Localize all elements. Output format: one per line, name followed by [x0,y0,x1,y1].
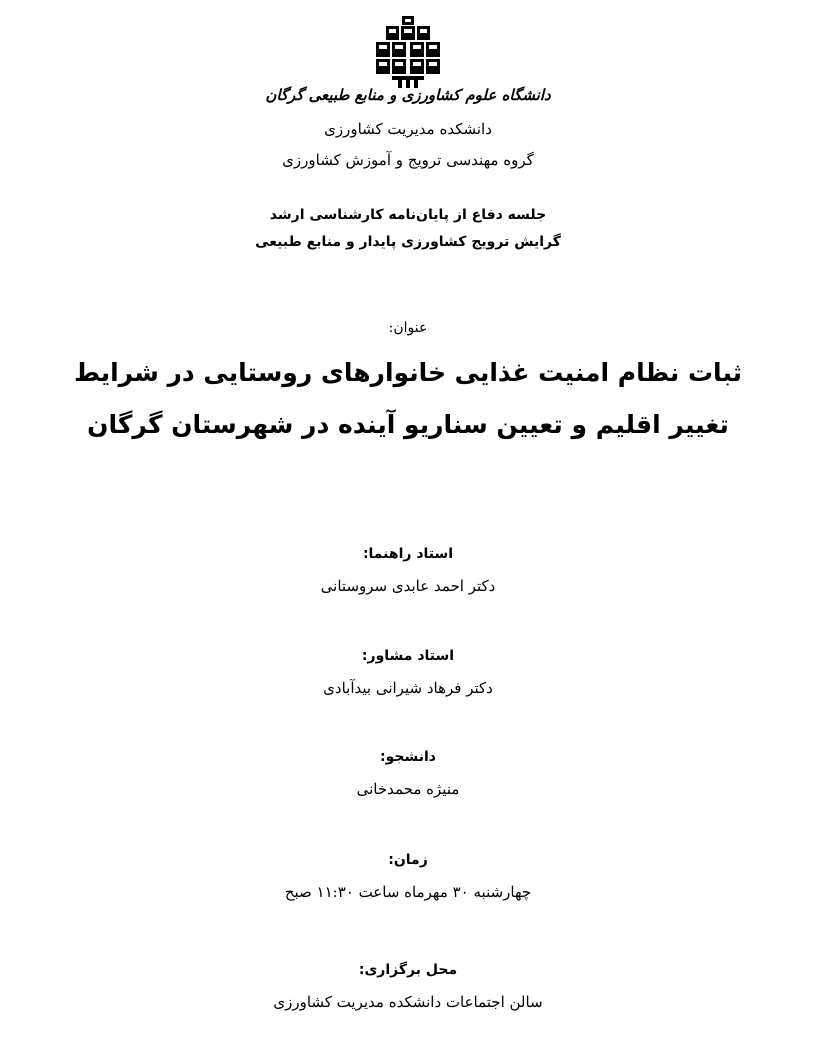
advisor-label: استاد راهنما: [362,546,454,562]
student-label: دانشجو: [380,749,436,765]
faculty-name: دانشکده مدیریت کشاورزی [324,120,492,138]
title-label: عنوان: [388,320,428,336]
session-orientation: گرایش ترویج کشاورزی پایدار و منابع طبیعی [255,234,561,250]
venue-value: سالن اجتماعات دانشکده مدیریت کشاورزی [273,993,543,1011]
session-title: جلسه دفاع از پایان‌نامه کارشناسی ارشد [269,207,547,223]
time-value: چهارشنبه ۳۰ مهرماه ساعت ۱۱:۳۰ صبح [284,883,532,901]
university-logo [368,16,448,90]
advisor-name: دکتر احمد عابدی سروستانی [320,577,496,595]
student-name: منیژه محمدخانی [356,780,460,798]
wheat-logo-icon [368,16,448,90]
logo-caption: دانشگاه علوم کشاورزی و منابع طبیعی گرگان [265,86,551,104]
thesis-title-line-1: ثبات نظام امنیت غذایی خانوارهای روستایی در شرایط [73,358,743,387]
consultant-label: استاد مشاور: [361,648,455,664]
department-name: گروه مهندسی ترویج و آموزش کشاورزی [282,151,534,169]
consultant-name: دکتر فرهاد شیرانی بیدآبادی [323,679,493,697]
time-label: زمان: [388,852,428,868]
venue-label: محل برگزاری: [358,962,458,978]
thesis-title-line-2: تغییر اقلیم و تعیین سناریو آینده در شهرستان گرگان [87,410,729,439]
